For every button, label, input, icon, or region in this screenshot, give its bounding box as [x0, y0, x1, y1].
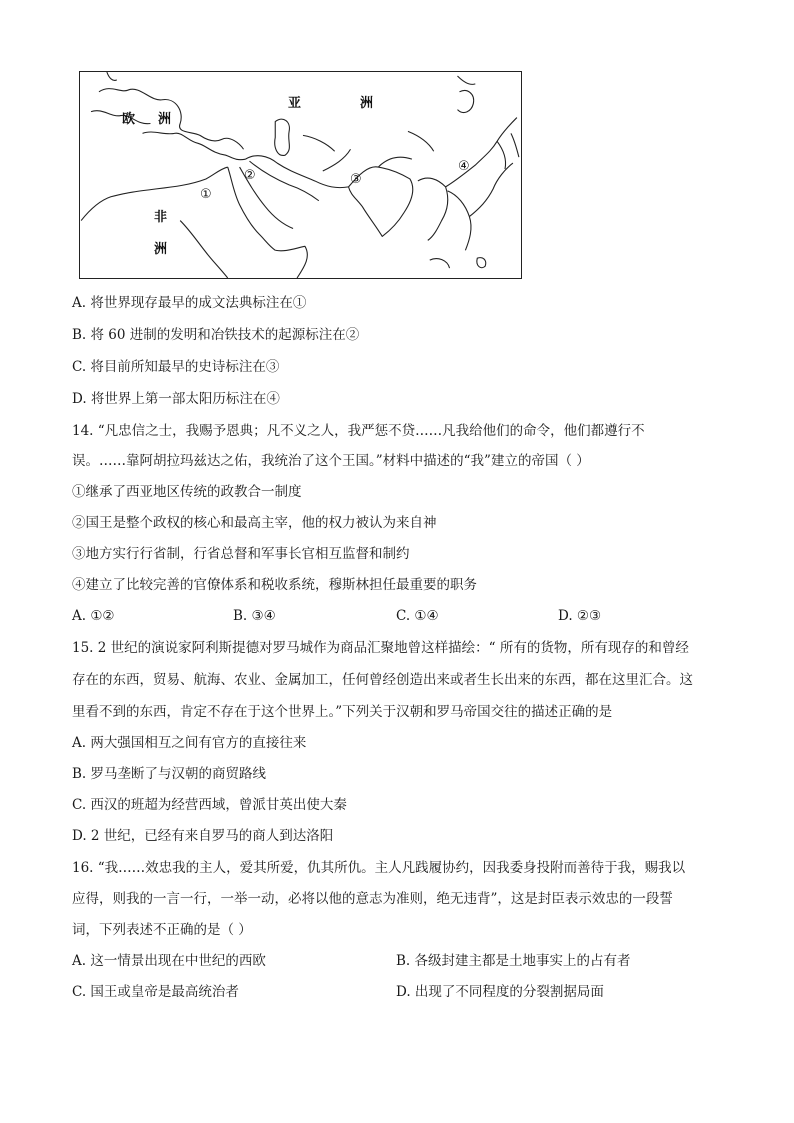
q15-option-a: A. 两大强国相互之间有官方的直接往来: [72, 735, 307, 751]
q14-option-b: B. ③④: [233, 608, 276, 624]
map-figure: [79, 71, 522, 279]
map-label-africa-1: 非: [154, 210, 168, 225]
map-marker-2: ②: [244, 168, 256, 183]
q13-option-b: B. 将 60 进制的发明和冶铁技术的起源标注在②: [72, 327, 360, 343]
q15-stem-line-3: 里看不到的东西，肯定不存在于这个世界上。”下列关于汉朝和罗马帝国交往的描述正确的是: [72, 704, 613, 720]
q16-stem-line-3: 词，下列表述不正确的是（ ）: [72, 922, 252, 938]
map-label-asia-1: 亚: [288, 96, 302, 111]
q15-option-b: B. 罗马垄断了与汉朝的商贸路线: [72, 766, 267, 782]
q16-option-d: D. 出现了不同程度的分裂割据局面: [396, 984, 604, 1000]
map-label-asia-2: 洲: [360, 96, 374, 111]
map-marker-3: ③: [350, 172, 362, 187]
q14-statement-2: ②国王是整个政权的核心和最高主宰，他的权力被认为来自神: [72, 515, 437, 531]
q14-option-d: D. ②③: [558, 608, 602, 624]
q15-option-c: C. 西汉的班超为经营西域，曾派甘英出使大秦: [72, 797, 347, 813]
q14-statement-3: ③地方实行行省制，行省总督和军事长官相互监督和制约: [72, 546, 410, 562]
q14-option-a: A. ①②: [72, 608, 115, 624]
q16-stem-line-2: 应得，则我的一言一行，一举一动，必将以他的意志为准则，绝无违背”，这是封臣表示效忠的一段誓: [72, 891, 673, 907]
q14-statement-4: ④建立了比较完善的官僚体系和税收系统，穆斯林担任最重要的职务: [72, 577, 477, 593]
q15-option-d: D. 2 世纪，已经有来自罗马的商人到达洛阳: [72, 828, 334, 844]
q14-stem-line-1: 14. “凡忠信之士，我赐予恩典；凡不义之人，我严惩不贷……凡我给他们的命令，他们都遵行不: [72, 423, 645, 439]
q13-option-a: A. 将世界现存最早的成文法典标注在①: [72, 295, 307, 311]
map-label-europe-1: 欧: [122, 112, 136, 127]
q15-stem-line-1: 15. 2 世纪的演说家阿利斯提德对罗马城作为商品汇聚地曾这样描绘：“ 所有的货物，所有现存的和曾经: [72, 640, 689, 656]
q16-option-c: C. 国王或皇帝是最高统治者: [72, 984, 239, 1000]
q14-stem-line-2: 误。……靠阿胡拉玛兹达之佑，我统治了这个王国。”材料中描述的“我”建立的帝国（ ）: [72, 453, 590, 469]
q14-statement-1: ①继承了西亚地区传统的政教合一制度: [72, 484, 302, 500]
map-marker-4: ④: [458, 159, 470, 174]
map-label-europe-2: 洲: [158, 112, 172, 127]
q15-stem-line-2: 存在的东西，贸易、航海、农业、金属加工，任何曾经创造出来或者生长出来的东西，都在这里汇合。这: [72, 672, 693, 688]
map-label-africa-2: 洲: [154, 242, 168, 257]
q16-option-a: A. 这一情景出现在中世纪的西欧: [72, 953, 266, 969]
q14-option-c: C. ①④: [396, 608, 439, 624]
q13-option-d: D. 将世界上第一部太阳历标注在④: [72, 391, 280, 407]
q13-option-c: C. 将目前所知最早的史诗标注在③: [72, 359, 280, 375]
q16-option-b: B. 各级封建主都是土地事实上的占有者: [396, 953, 631, 969]
map-marker-1: ①: [200, 187, 212, 202]
q16-stem-line-1: 16. “我……效忠我的主人，爱其所爱，仇其所仇。主人凡践履协约，因我委身投附而善待于我，赐我以: [72, 860, 686, 876]
